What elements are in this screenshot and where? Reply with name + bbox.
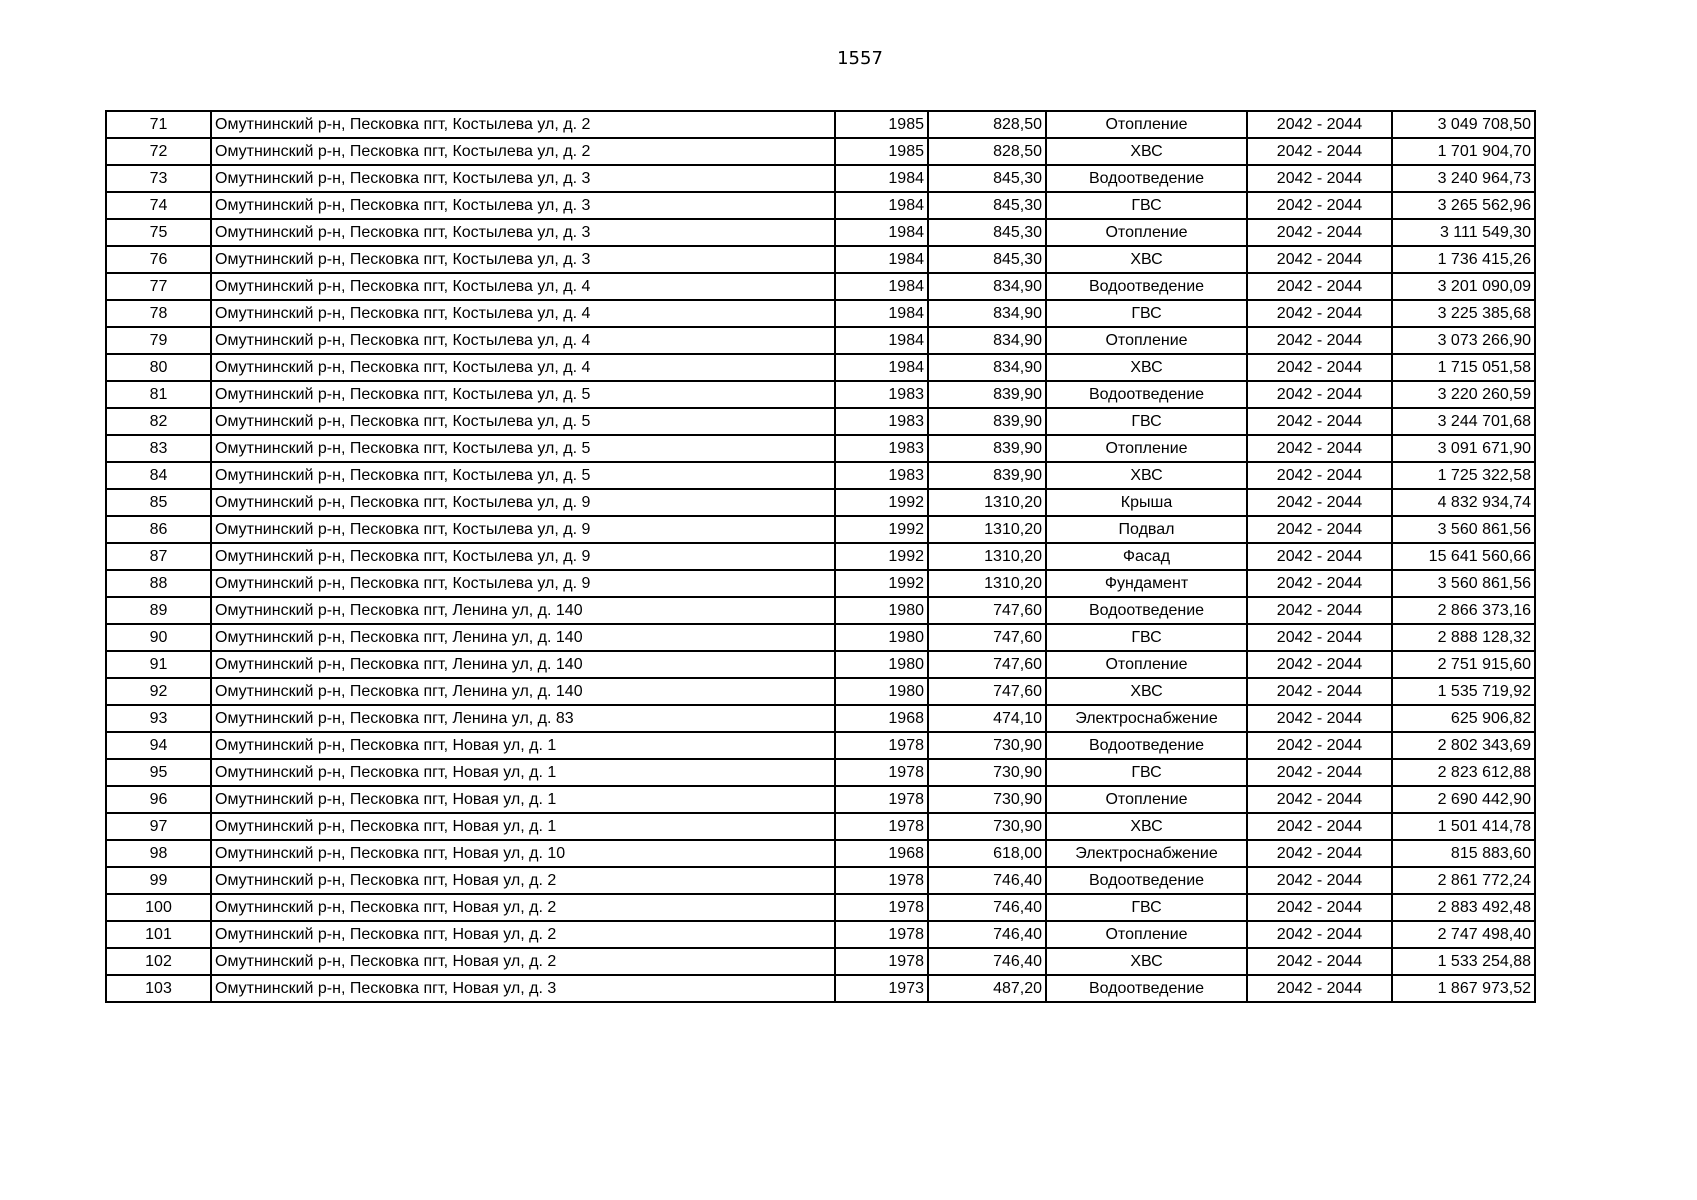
work-type-cell: Водоотведение	[1046, 165, 1247, 192]
period-cell: 2042 - 2044	[1247, 759, 1392, 786]
table-row	[106, 219, 1535, 246]
year-built-cell: 1984	[835, 273, 928, 300]
year-built-cell: 1980	[835, 678, 928, 705]
address-cell: Омутнинский р-н, Песковка пгт, Костылева ул, д. 5	[211, 381, 835, 408]
cost-cell: 3 220 260,59	[1392, 381, 1535, 408]
area-cell: 1310,20	[928, 570, 1046, 597]
work-type-cell: ХВС	[1046, 354, 1247, 381]
area-cell: 834,90	[928, 354, 1046, 381]
area-cell: 730,90	[928, 759, 1046, 786]
table-row	[106, 705, 1535, 732]
area-cell: 845,30	[928, 246, 1046, 273]
address-cell: Омутнинский р-н, Песковка пгт, Костылева ул, д. 4	[211, 354, 835, 381]
table-row	[106, 678, 1535, 705]
row-number: 79	[106, 327, 211, 354]
area-cell: 845,30	[928, 192, 1046, 219]
table-row	[106, 813, 1535, 840]
cost-cell: 1 736 415,26	[1392, 246, 1535, 273]
work-type-cell: Отопление	[1046, 921, 1247, 948]
work-type-cell: Подвал	[1046, 516, 1247, 543]
row-number: 83	[106, 435, 211, 462]
year-built-cell: 1992	[835, 489, 928, 516]
table-row	[106, 894, 1535, 921]
cost-cell: 3 225 385,68	[1392, 300, 1535, 327]
work-type-cell: Водоотведение	[1046, 381, 1247, 408]
area-cell: 1310,20	[928, 489, 1046, 516]
table-row	[106, 300, 1535, 327]
work-type-cell: Водоотведение	[1046, 732, 1247, 759]
table-row	[106, 624, 1535, 651]
work-type-cell: Отопление	[1046, 435, 1247, 462]
area-cell: 1310,20	[928, 516, 1046, 543]
row-number: 76	[106, 246, 211, 273]
table-row	[106, 516, 1535, 543]
year-built-cell: 1980	[835, 624, 928, 651]
address-cell: Омутнинский р-н, Песковка пгт, Костылева ул, д. 3	[211, 192, 835, 219]
table-row	[106, 597, 1535, 624]
period-cell: 2042 - 2044	[1247, 543, 1392, 570]
cost-cell: 815 883,60	[1392, 840, 1535, 867]
cost-cell: 2 861 772,24	[1392, 867, 1535, 894]
area-cell: 487,20	[928, 975, 1046, 1002]
row-number: 72	[106, 138, 211, 165]
cost-cell: 2 866 373,16	[1392, 597, 1535, 624]
address-cell: Омутнинский р-н, Песковка пгт, Костылева ул, д. 4	[211, 327, 835, 354]
cost-cell: 4 832 934,74	[1392, 489, 1535, 516]
period-cell: 2042 - 2044	[1247, 327, 1392, 354]
area-cell: 730,90	[928, 786, 1046, 813]
area-cell: 747,60	[928, 678, 1046, 705]
cost-cell: 1 701 904,70	[1392, 138, 1535, 165]
area-cell: 845,30	[928, 165, 1046, 192]
period-cell: 2042 - 2044	[1247, 624, 1392, 651]
address-cell: Омутнинский р-н, Песковка пгт, Костылева ул, д. 4	[211, 300, 835, 327]
cost-cell: 625 906,82	[1392, 705, 1535, 732]
cost-cell: 2 883 492,48	[1392, 894, 1535, 921]
area-cell: 747,60	[928, 597, 1046, 624]
period-cell: 2042 - 2044	[1247, 489, 1392, 516]
period-cell: 2042 - 2044	[1247, 300, 1392, 327]
work-type-cell: ГВС	[1046, 192, 1247, 219]
year-built-cell: 1984	[835, 246, 928, 273]
table-row	[106, 273, 1535, 300]
table-row	[106, 165, 1535, 192]
address-cell: Омутнинский р-н, Песковка пгт, Костылева ул, д. 9	[211, 570, 835, 597]
address-cell: Омутнинский р-н, Песковка пгт, Новая ул, д. 10	[211, 840, 835, 867]
table-row	[106, 975, 1535, 1002]
year-built-cell: 1978	[835, 786, 928, 813]
row-number: 84	[106, 462, 211, 489]
address-cell: Омутнинский р-н, Песковка пгт, Ленина ул, д. 140	[211, 597, 835, 624]
table-row	[106, 111, 1535, 138]
year-built-cell: 1992	[835, 516, 928, 543]
address-cell: Омутнинский р-н, Песковка пгт, Костылева ул, д. 9	[211, 543, 835, 570]
cost-cell: 1 533 254,88	[1392, 948, 1535, 975]
cost-cell: 3 560 861,56	[1392, 516, 1535, 543]
period-cell: 2042 - 2044	[1247, 678, 1392, 705]
table-row	[106, 408, 1535, 435]
work-type-cell: Отопление	[1046, 111, 1247, 138]
cost-cell: 2 751 915,60	[1392, 651, 1535, 678]
area-cell: 747,60	[928, 651, 1046, 678]
work-type-cell: Фундамент	[1046, 570, 1247, 597]
row-number: 93	[106, 705, 211, 732]
table-row	[106, 786, 1535, 813]
row-number: 90	[106, 624, 211, 651]
area-cell: 845,30	[928, 219, 1046, 246]
year-built-cell: 1984	[835, 219, 928, 246]
cost-cell: 2 747 498,40	[1392, 921, 1535, 948]
address-cell: Омутнинский р-н, Песковка пгт, Костылева ул, д. 9	[211, 489, 835, 516]
address-cell: Омутнинский р-н, Песковка пгт, Костылева ул, д. 5	[211, 408, 835, 435]
period-cell: 2042 - 2044	[1247, 867, 1392, 894]
address-cell: Омутнинский р-н, Песковка пгт, Костылева ул, д. 4	[211, 273, 835, 300]
area-cell: 474,10	[928, 705, 1046, 732]
year-built-cell: 1980	[835, 651, 928, 678]
table-row	[106, 489, 1535, 516]
work-type-cell: ХВС	[1046, 138, 1247, 165]
table-row	[106, 651, 1535, 678]
address-cell: Омутнинский р-н, Песковка пгт, Ленина ул, д. 83	[211, 705, 835, 732]
period-cell: 2042 - 2044	[1247, 165, 1392, 192]
area-cell: 746,40	[928, 894, 1046, 921]
area-cell: 828,50	[928, 138, 1046, 165]
row-number: 99	[106, 867, 211, 894]
year-built-cell: 1978	[835, 867, 928, 894]
row-number: 78	[106, 300, 211, 327]
repair-schedule-table	[105, 110, 1536, 1003]
row-number: 86	[106, 516, 211, 543]
cost-cell: 2 690 442,90	[1392, 786, 1535, 813]
cost-cell: 1 715 051,58	[1392, 354, 1535, 381]
period-cell: 2042 - 2044	[1247, 138, 1392, 165]
work-type-cell: ХВС	[1046, 678, 1247, 705]
table-row	[106, 327, 1535, 354]
cost-cell: 2 888 128,32	[1392, 624, 1535, 651]
period-cell: 2042 - 2044	[1247, 921, 1392, 948]
work-type-cell: Водоотведение	[1046, 975, 1247, 1002]
cost-cell: 3 073 266,90	[1392, 327, 1535, 354]
period-cell: 2042 - 2044	[1247, 354, 1392, 381]
address-cell: Омутнинский р-н, Песковка пгт, Новая ул, д. 1	[211, 813, 835, 840]
period-cell: 2042 - 2044	[1247, 246, 1392, 273]
address-cell: Омутнинский р-н, Песковка пгт, Новая ул, д. 2	[211, 948, 835, 975]
year-built-cell: 1984	[835, 192, 928, 219]
table-row	[106, 570, 1535, 597]
table-row	[106, 840, 1535, 867]
row-number: 80	[106, 354, 211, 381]
row-number: 88	[106, 570, 211, 597]
cost-cell: 3 560 861,56	[1392, 570, 1535, 597]
table-row	[106, 543, 1535, 570]
period-cell: 2042 - 2044	[1247, 840, 1392, 867]
cost-cell: 1 501 414,78	[1392, 813, 1535, 840]
address-cell: Омутнинский р-н, Песковка пгт, Костылева ул, д. 3	[211, 165, 835, 192]
address-cell: Омутнинский р-н, Песковка пгт, Костылева ул, д. 9	[211, 516, 835, 543]
year-built-cell: 1985	[835, 111, 928, 138]
period-cell: 2042 - 2044	[1247, 786, 1392, 813]
area-cell: 839,90	[928, 381, 1046, 408]
period-cell: 2042 - 2044	[1247, 192, 1392, 219]
period-cell: 2042 - 2044	[1247, 435, 1392, 462]
period-cell: 2042 - 2044	[1247, 219, 1392, 246]
cost-cell: 3 240 964,73	[1392, 165, 1535, 192]
year-built-cell: 1983	[835, 462, 928, 489]
table-body	[106, 111, 1535, 1002]
period-cell: 2042 - 2044	[1247, 516, 1392, 543]
address-cell: Омутнинский р-н, Песковка пгт, Ленина ул, д. 140	[211, 651, 835, 678]
year-built-cell: 1983	[835, 435, 928, 462]
period-cell: 2042 - 2044	[1247, 597, 1392, 624]
row-number: 95	[106, 759, 211, 786]
year-built-cell: 1978	[835, 732, 928, 759]
cost-cell: 15 641 560,66	[1392, 543, 1535, 570]
cost-cell: 3 091 671,90	[1392, 435, 1535, 462]
area-cell: 746,40	[928, 921, 1046, 948]
period-cell: 2042 - 2044	[1247, 732, 1392, 759]
row-number: 97	[106, 813, 211, 840]
period-cell: 2042 - 2044	[1247, 894, 1392, 921]
table-row	[106, 138, 1535, 165]
table-row	[106, 381, 1535, 408]
row-number: 100	[106, 894, 211, 921]
work-type-cell: Отопление	[1046, 786, 1247, 813]
address-cell: Омутнинский р-н, Песковка пгт, Новая ул, д. 1	[211, 786, 835, 813]
address-cell: Омутнинский р-н, Песковка пгт, Костылева ул, д. 2	[211, 111, 835, 138]
cost-cell: 3 265 562,96	[1392, 192, 1535, 219]
work-type-cell: Водоотведение	[1046, 273, 1247, 300]
period-cell: 2042 - 2044	[1247, 462, 1392, 489]
year-built-cell: 1983	[835, 408, 928, 435]
work-type-cell: ХВС	[1046, 246, 1247, 273]
period-cell: 2042 - 2044	[1247, 111, 1392, 138]
row-number: 92	[106, 678, 211, 705]
area-cell: 746,40	[928, 948, 1046, 975]
area-cell: 730,90	[928, 813, 1046, 840]
year-built-cell: 1992	[835, 570, 928, 597]
year-built-cell: 1968	[835, 840, 928, 867]
work-type-cell: ХВС	[1046, 462, 1247, 489]
row-number: 73	[106, 165, 211, 192]
table-row	[106, 867, 1535, 894]
cost-cell: 3 201 090,09	[1392, 273, 1535, 300]
work-type-cell: Фасад	[1046, 543, 1247, 570]
row-number: 94	[106, 732, 211, 759]
area-cell: 746,40	[928, 867, 1046, 894]
year-built-cell: 1985	[835, 138, 928, 165]
cost-cell: 3 049 708,50	[1392, 111, 1535, 138]
period-cell: 2042 - 2044	[1247, 381, 1392, 408]
area-cell: 834,90	[928, 273, 1046, 300]
area-cell: 747,60	[928, 624, 1046, 651]
area-cell: 618,00	[928, 840, 1046, 867]
row-number: 71	[106, 111, 211, 138]
period-cell: 2042 - 2044	[1247, 651, 1392, 678]
period-cell: 2042 - 2044	[1247, 948, 1392, 975]
year-built-cell: 1978	[835, 948, 928, 975]
period-cell: 2042 - 2044	[1247, 975, 1392, 1002]
row-number: 81	[106, 381, 211, 408]
address-cell: Омутнинский р-н, Песковка пгт, Новая ул, д. 2	[211, 867, 835, 894]
cost-cell: 1 535 719,92	[1392, 678, 1535, 705]
row-number: 96	[106, 786, 211, 813]
cost-cell: 3 244 701,68	[1392, 408, 1535, 435]
row-number: 74	[106, 192, 211, 219]
work-type-cell: Отопление	[1046, 327, 1247, 354]
year-built-cell: 1992	[835, 543, 928, 570]
row-number: 89	[106, 597, 211, 624]
cost-cell: 2 802 343,69	[1392, 732, 1535, 759]
area-cell: 839,90	[928, 435, 1046, 462]
work-type-cell: Электроснабжение	[1046, 705, 1247, 732]
area-cell: 1310,20	[928, 543, 1046, 570]
work-type-cell: ГВС	[1046, 408, 1247, 435]
year-built-cell: 1984	[835, 300, 928, 327]
work-type-cell: ГВС	[1046, 759, 1247, 786]
address-cell: Омутнинский р-н, Песковка пгт, Новая ул, д. 2	[211, 894, 835, 921]
address-cell: Омутнинский р-н, Песковка пгт, Новая ул, д. 2	[211, 921, 835, 948]
year-built-cell: 1978	[835, 894, 928, 921]
table-row	[106, 354, 1535, 381]
work-type-cell: ХВС	[1046, 813, 1247, 840]
year-built-cell: 1968	[835, 705, 928, 732]
table-row	[106, 246, 1535, 273]
work-type-cell: ГВС	[1046, 300, 1247, 327]
year-built-cell: 1984	[835, 165, 928, 192]
address-cell: Омутнинский р-н, Песковка пгт, Костылева ул, д. 5	[211, 462, 835, 489]
address-cell: Омутнинский р-н, Песковка пгт, Новая ул, д. 3	[211, 975, 835, 1002]
period-cell: 2042 - 2044	[1247, 273, 1392, 300]
area-cell: 730,90	[928, 732, 1046, 759]
row-number: 82	[106, 408, 211, 435]
address-cell: Омутнинский р-н, Песковка пгт, Костылева ул, д. 3	[211, 246, 835, 273]
row-number: 98	[106, 840, 211, 867]
row-number: 91	[106, 651, 211, 678]
area-cell: 828,50	[928, 111, 1046, 138]
row-number: 77	[106, 273, 211, 300]
table-row	[106, 462, 1535, 489]
work-type-cell: Отопление	[1046, 651, 1247, 678]
work-type-cell: ГВС	[1046, 624, 1247, 651]
year-built-cell: 1973	[835, 975, 928, 1002]
work-type-cell: ГВС	[1046, 894, 1247, 921]
table-row	[106, 759, 1535, 786]
year-built-cell: 1984	[835, 327, 928, 354]
year-built-cell: 1978	[835, 813, 928, 840]
work-type-cell: ХВС	[1046, 948, 1247, 975]
work-type-cell: Водоотведение	[1046, 597, 1247, 624]
table-row	[106, 948, 1535, 975]
year-built-cell: 1984	[835, 354, 928, 381]
work-type-cell: Электроснабжение	[1046, 840, 1247, 867]
year-built-cell: 1978	[835, 759, 928, 786]
row-number: 103	[106, 975, 211, 1002]
period-cell: 2042 - 2044	[1247, 705, 1392, 732]
table-row	[106, 732, 1535, 759]
row-number: 101	[106, 921, 211, 948]
address-cell: Омутнинский р-н, Песковка пгт, Новая ул, д. 1	[211, 732, 835, 759]
table-row	[106, 435, 1535, 462]
area-cell: 834,90	[928, 327, 1046, 354]
address-cell: Омутнинский р-н, Песковка пгт, Костылева ул, д. 2	[211, 138, 835, 165]
address-cell: Омутнинский р-н, Песковка пгт, Новая ул, д. 1	[211, 759, 835, 786]
work-type-cell: Водоотведение	[1046, 867, 1247, 894]
period-cell: 2042 - 2044	[1247, 813, 1392, 840]
address-cell: Омутнинский р-н, Песковка пгт, Ленина ул, д. 140	[211, 678, 835, 705]
year-built-cell: 1978	[835, 921, 928, 948]
area-cell: 839,90	[928, 408, 1046, 435]
table-row	[106, 192, 1535, 219]
period-cell: 2042 - 2044	[1247, 570, 1392, 597]
cost-cell: 2 823 612,88	[1392, 759, 1535, 786]
table-row	[106, 921, 1535, 948]
cost-cell: 3 111 549,30	[1392, 219, 1535, 246]
cost-cell: 1 867 973,52	[1392, 975, 1535, 1002]
address-cell: Омутнинский р-н, Песковка пгт, Костылева ул, д. 3	[211, 219, 835, 246]
page-number: 1557	[837, 48, 883, 69]
area-cell: 834,90	[928, 300, 1046, 327]
row-number: 75	[106, 219, 211, 246]
year-built-cell: 1980	[835, 597, 928, 624]
row-number: 87	[106, 543, 211, 570]
area-cell: 839,90	[928, 462, 1046, 489]
row-number: 102	[106, 948, 211, 975]
period-cell: 2042 - 2044	[1247, 408, 1392, 435]
address-cell: Омутнинский р-н, Песковка пгт, Ленина ул, д. 140	[211, 624, 835, 651]
work-type-cell: Отопление	[1046, 219, 1247, 246]
row-number: 85	[106, 489, 211, 516]
cost-cell: 1 725 322,58	[1392, 462, 1535, 489]
work-type-cell: Крыша	[1046, 489, 1247, 516]
year-built-cell: 1983	[835, 381, 928, 408]
address-cell: Омутнинский р-н, Песковка пгт, Костылева ул, д. 5	[211, 435, 835, 462]
